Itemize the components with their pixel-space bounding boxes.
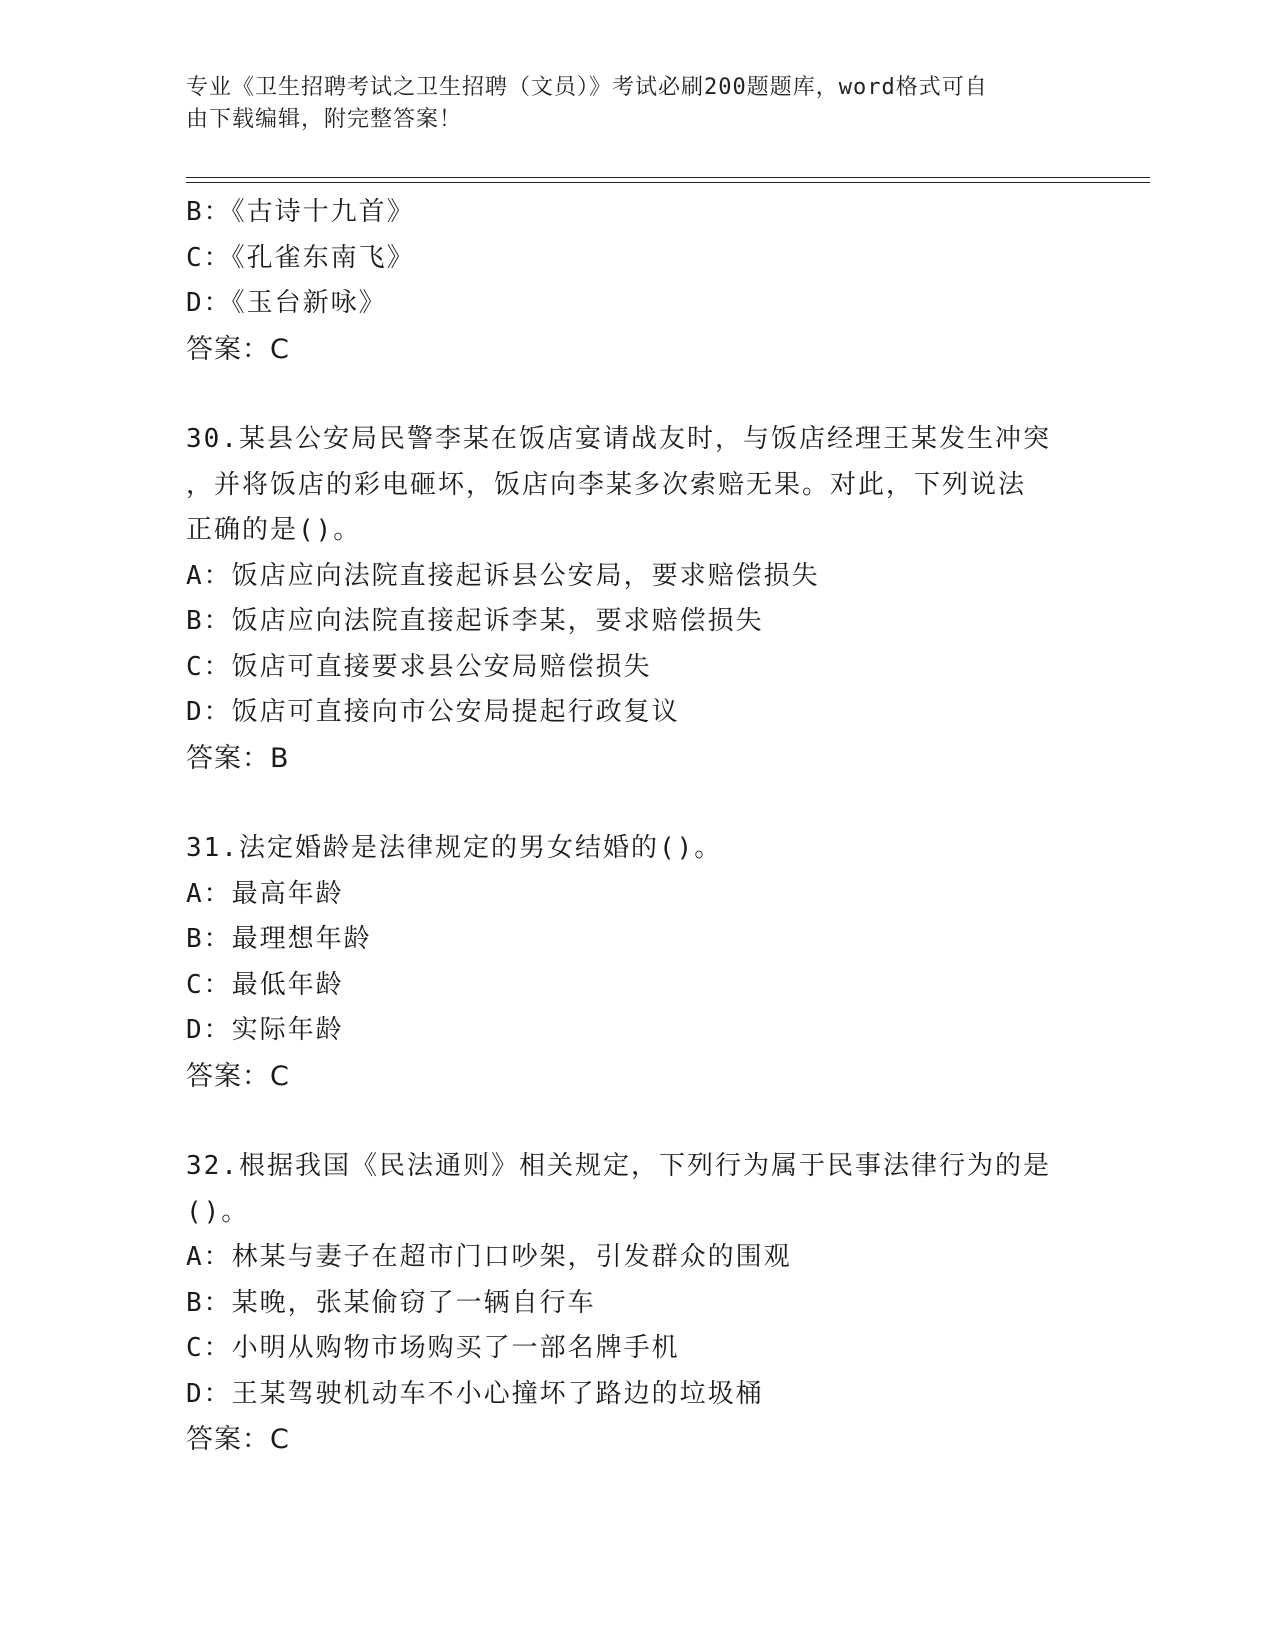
option-c: C：最低年龄 [186,969,344,1000]
option-b: B：饭店应向法院直接起诉李某，要求赔偿损失 [186,606,764,636]
answer: 答案：C [186,1060,290,1092]
answer: 答案：C [186,1424,290,1455]
document-header [186,72,1066,136]
answer: 答案：B [186,742,290,774]
header-divider-bottom [186,182,1150,183]
question-stem-line: 30.某县公安局民警李某在饭店宴请战友时，与饭店经理王某发生冲突 [186,424,1051,454]
option-d: D：王某驾驶机动车不小心撞坏了路边的垃圾桶 [186,1378,764,1409]
question-stem-line: 32.根据我国《民法通则》相关规定，下列行为属于民事法律行为的是 [186,1151,1051,1181]
question-stem-line: 正确的是()。 [186,515,362,545]
question-29-tail [186,190,1086,372]
question-30 [186,417,1086,781]
option-c: C：《孔雀东南飞》 [186,242,415,273]
option-c: C：小明从购物市场购买了一部名牌手机 [186,1333,680,1363]
spacer [186,372,1086,417]
option-d: D：《玉台新咏》 [186,288,387,318]
question-stem-line: ，并将饭店的彩电砸坏，饭店向李某多次索赔无果。对此，下列说法 [186,469,1027,500]
spacer [186,781,1086,826]
option-b: B：最理想年龄 [186,924,372,954]
question-32 [186,1144,1086,1463]
question-stem-line: ()。 [186,1196,250,1227]
option-a: A：饭店应向法院直接起诉县公安局，要求赔偿损失 [186,560,820,591]
question-31 [186,826,1086,1099]
option-d: D：饭店可直接向市公安局提起行政复议 [186,697,680,727]
option-a: A：最高年龄 [186,878,344,909]
spacer [186,1099,1086,1144]
question-stem-line: 31.法定婚龄是法律规定的男女结婚的()。 [186,833,723,863]
question-list [186,190,1086,1463]
header-divider-top [186,177,1150,178]
header-line-1: 专业《卫生招聘考试之卫生招聘（文员）》考试必刷200题题库，word格式可自 [186,75,988,100]
option-d: D：实际年龄 [186,1015,344,1045]
option-b: B：《古诗十九首》 [186,197,415,227]
header-line-2: 由下载编辑，附完整答案！ [186,107,463,132]
option-c: C：饭店可直接要求县公安局赔偿损失 [186,651,652,682]
answer: 答案：C [186,333,290,365]
option-b: B：某晚，张某偷窃了一辆自行车 [186,1287,596,1318]
option-a: A：林某与妻子在超市门口吵架，引发群众的围观 [186,1242,792,1272]
